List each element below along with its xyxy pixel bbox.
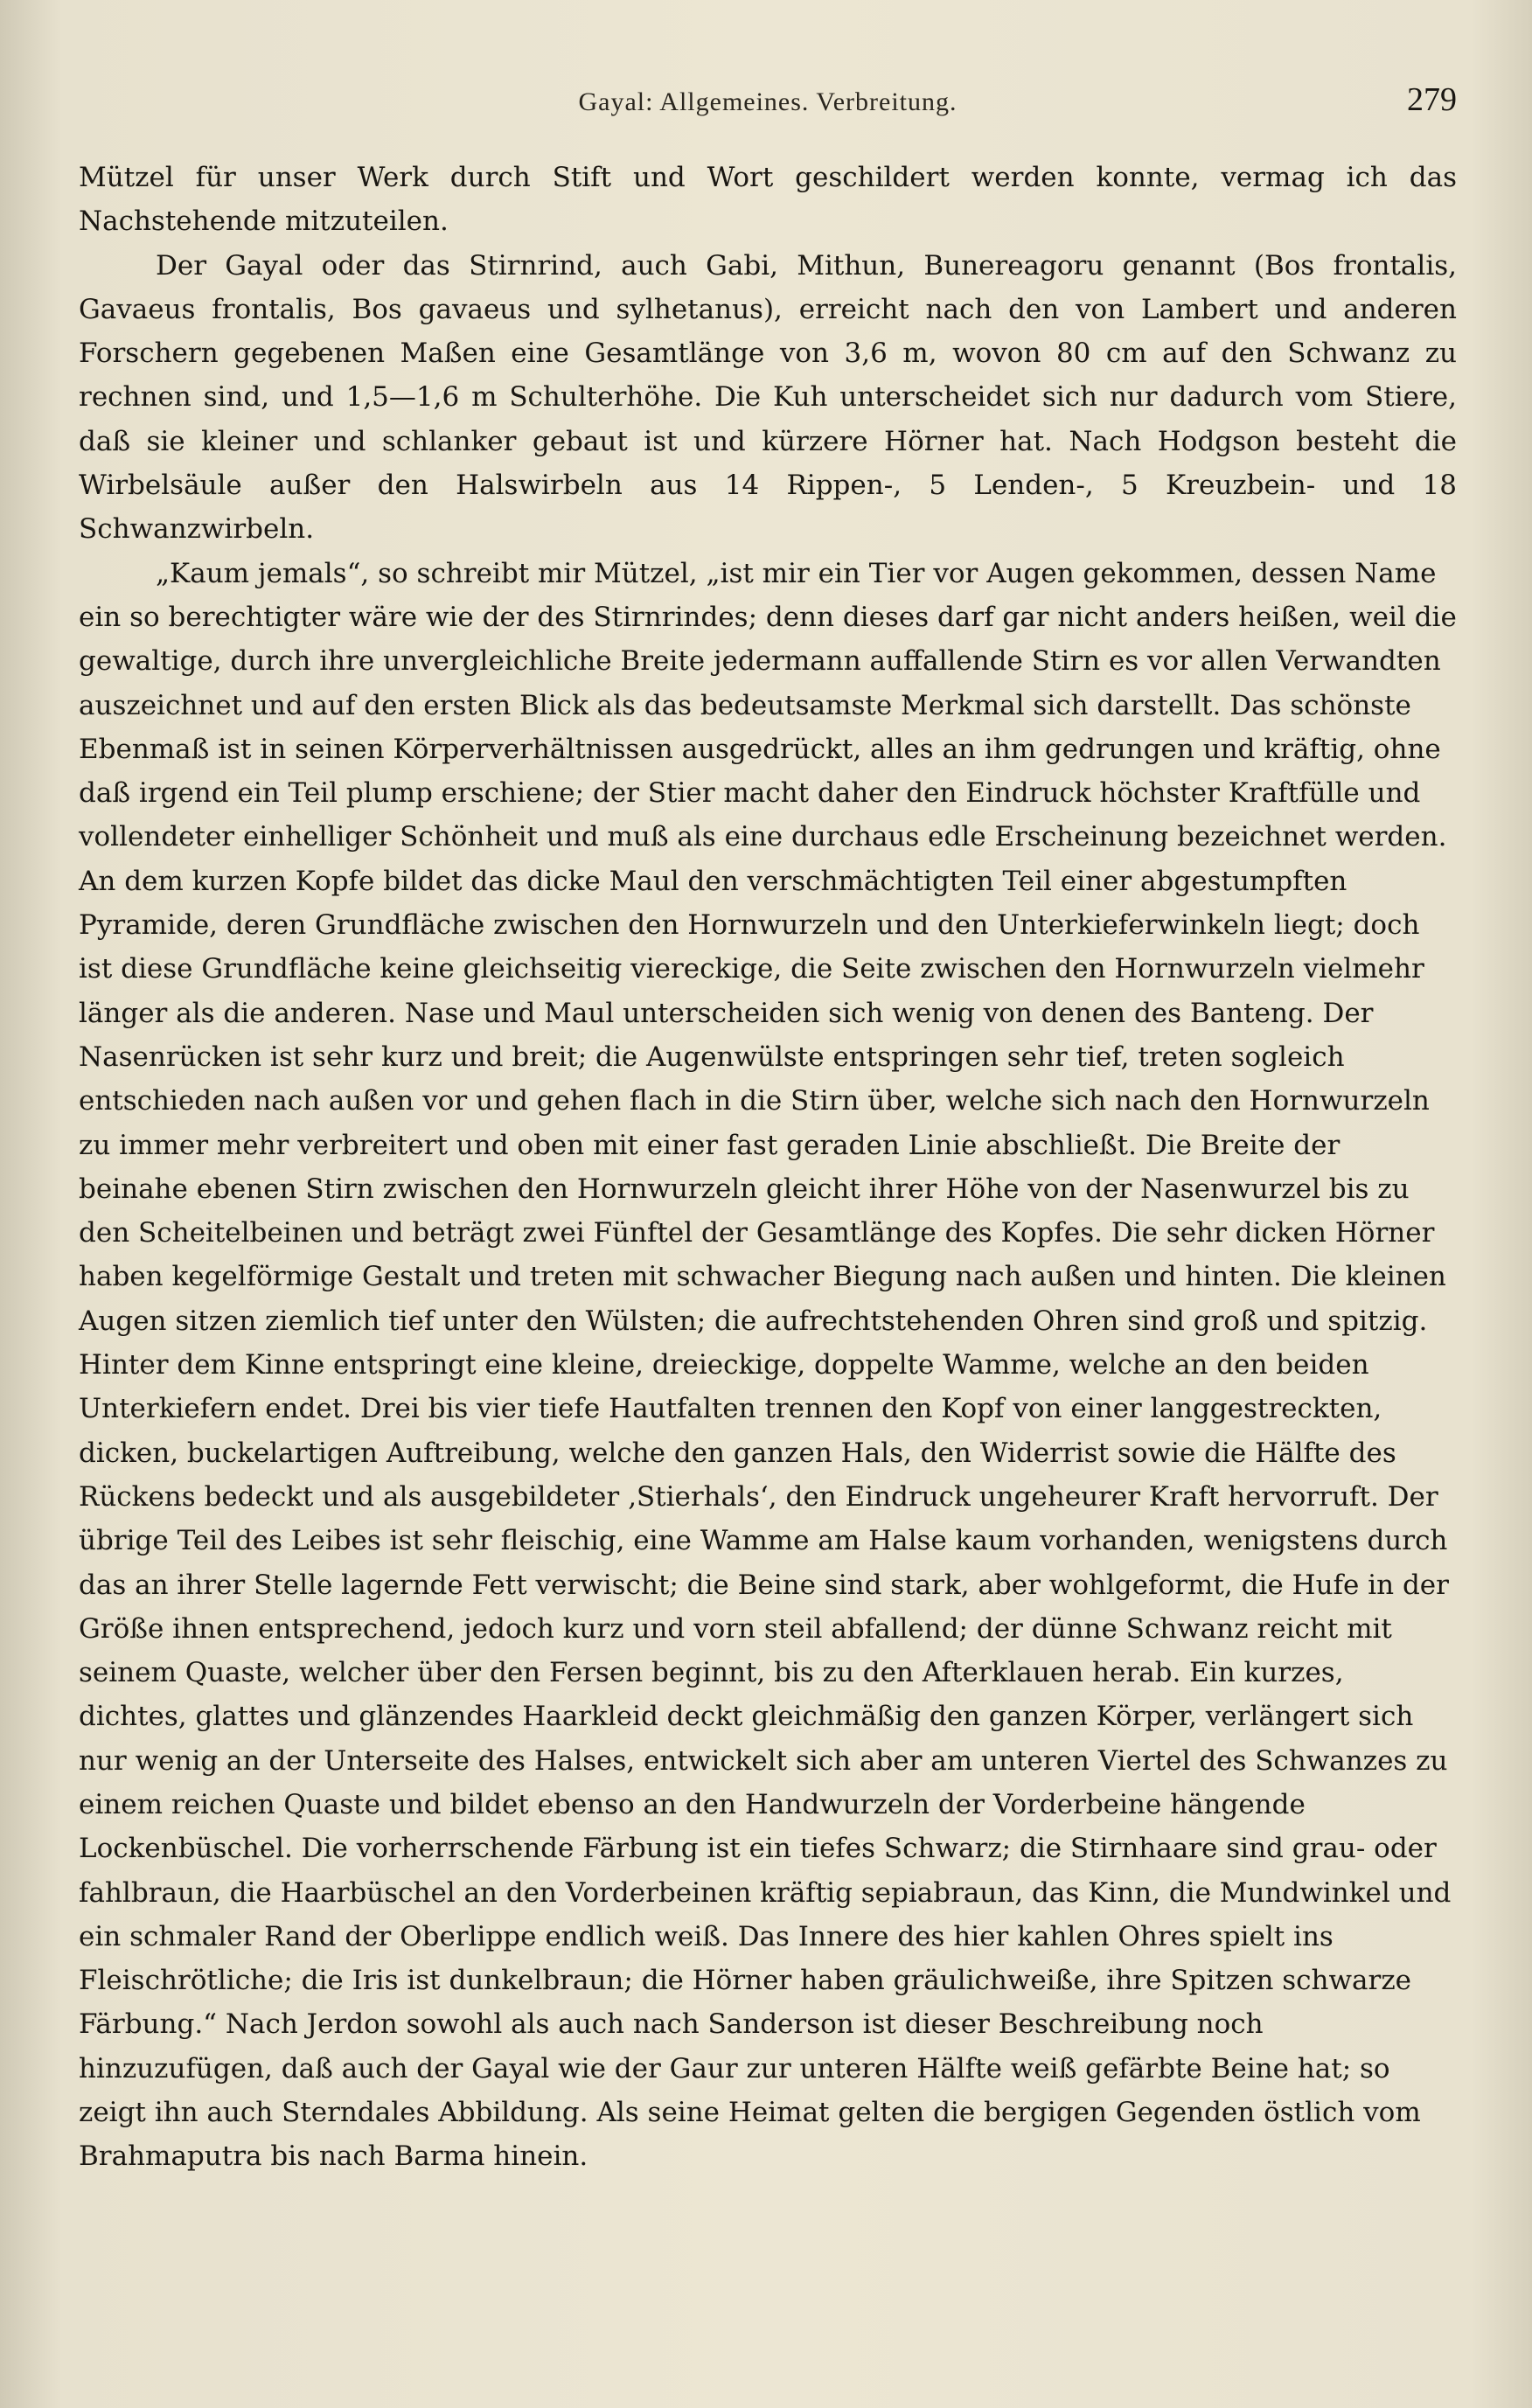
body-text xyxy=(79,156,1457,2179)
paragraph-gayal-description: Der Gayal oder das Stirnrind, auch Gabi, Mithun, Bunereagoru genannt (Bos frontalis, Gavaeus frontalis, Bos gavaeus und sylhetanus), erreicht nach den von Lambert und anderen Forschern gegebenen Maßen eine Gesamtlänge von 3,6 m, wovon 80 cm auf den Schwanz zu rechnen sind, und 1,5—1,6 m Schulterhöhe. Die Kuh unterscheidet sich nur dadurch vom Stiere, daß sie kleiner und schlanker gebaut ist und kürzere Hörner hat. Nach Hodgson besteht die Wirbelsäule außer den Halswirbeln aus 14 Rippen-, 5 Lenden-, 5 Kreuzbein- und 18 Schwanzwirbeln. xyxy=(79,249,1457,546)
running-head: Gayal: Allgemeines. Verbreitung. xyxy=(578,87,958,116)
page-header xyxy=(79,80,1457,133)
paragraph-continuation: Mützel für unser Werk durch Stift und Wort geschildert werden konnte, vermag ich das Nachstehende mitzuteilen. xyxy=(79,162,1457,238)
page-number: 279 xyxy=(1407,81,1457,118)
paragraph-muetzel-quote: „Kaum jemals“, so schreibt mir Mützel, „ist mir ein Tier vor Augen gekommen, dessen Name ein so berechtigter wäre wie der des Stirnrindes; denn dieses darf gar nicht anders heißen, weil die gewaltige, durch ihre unvergleichliche Breite jedermann auffallende Stirn es vor allen Verwandten auszeichnet und auf den ersten Blick als das bedeutsamste Merkmal sich darstellt. Das schönste Ebenmaß ist in seinen Körperverhältnissen ausgedrückt, alles an ihm gedrungen und kräftig, ohne daß irgend ein Teil plump erschiene; der Stier macht daher den Eindruck höchster Kraftfülle und vollendeter einhelliger Schönheit und muß als eine durchaus edle Erscheinung bezeichnet werden. An dem kurzen Kopfe bildet das dicke Maul den verschmächtigten Teil einer abgestumpften Pyramide, deren Grundfläche zwischen den Hornwurzeln und den Unterkieferwinkeln liegt; doch ist diese Grundfläche keine gleichseitig viereckige, die Seite zwischen den Hornwurzeln vielmehr länger als die anderen. Nase und Maul unterscheiden sich wenig von denen des Banteng. Der Nasenrücken ist sehr kurz und breit; die Augenwülste entspringen sehr tief, treten sogleich entschieden nach außen vor und gehen flach in die Stirn über, welche sich nach den Hornwurzeln zu immer mehr verbreitert und oben mit einer fast geraden Linie abschließt. Die Breite der beinahe ebenen Stirn zwischen den Hornwurzeln gleicht ihrer Höhe von der Nasenwurzel bis zu den Scheitelbeinen und beträgt zwei Fünftel der Gesamtlänge des Kopfes. Die sehr dicken Hörner haben kegelförmige Gestalt und treten mit schwacher Biegung nach außen und hinten. Die kleinen Augen sitzen ziemlich tief unter den Wülsten; die aufrechtstehenden Ohren sind groß und spitzig. Hinter dem Kinne entspringt eine kleine, dreieckige, doppelte Wamme, welche an den beiden Unterkiefern endet. Drei bis vier tiefe Hautfalten trennen den Kopf von einer langgestreckten, dicken, buckelartigen Auftreibung, welche den ganzen Hals, den Widerrist sowie die Hälfte des Rückens bedeckt und als ausgebildeter ‚Stierhals‘, den Eindruck ungeheurer Kraft hervorruft. Der übrige Teil des Leibes ist sehr fleischig, eine Wamme am Halse kaum vorhanden, wenigstens durch das an ihrer Stelle lagernde Fett verwischt; die Beine sind stark, aber wohlgeformt, die Hufe in der Größe ihnen entsprechend, jedoch kurz und vorn steil abfallend; der dünne Schwanz reicht mit seinem Quaste, welcher über den Fersen beginnt, bis zu den Afterklauen herab. Ein kurzes, dichtes, glattes und glänzendes Haarkleid deckt gleichmäßig den ganzen Körper, verlängert sich nur wenig an der Unterseite des Halses, entwickelt sich aber am unteren Viertel des Schwanzes zu einem reichen Quaste und bildet ebenso an den Handwurzeln der Vorderbeine hängende Lockenbüschel. Die vorherrschende Färbung ist ein tiefes Schwarz; die Stirnhaare sind grau- oder fahlbraun, die Haarbüschel an den Vorderbeinen kräftig sepiabraun, das Kinn, die Mundwinkel und ein schmaler Rand der Oberlippe endlich weiß. Das Innere des hier kahlen Ohres spielt ins Fleischrötliche; die Iris ist dunkelbraun; die Hörner haben gräulichweiße, ihre Spitzen schwarze Färbung.“ Nach Jerdon sowohl als auch nach Sanderson ist dieser Beschreibung noch hinzuzufügen, daß auch der Gayal wie der Gaur zur unteren Hälfte weiß gefärbte Beine hat; so zeigt ihn auch Sterndales Abbildung. Als seine Heimat gelten die bergigen Gegenden östlich vom Brahmaputra bis nach Barma hinein. xyxy=(79,557,1457,2173)
